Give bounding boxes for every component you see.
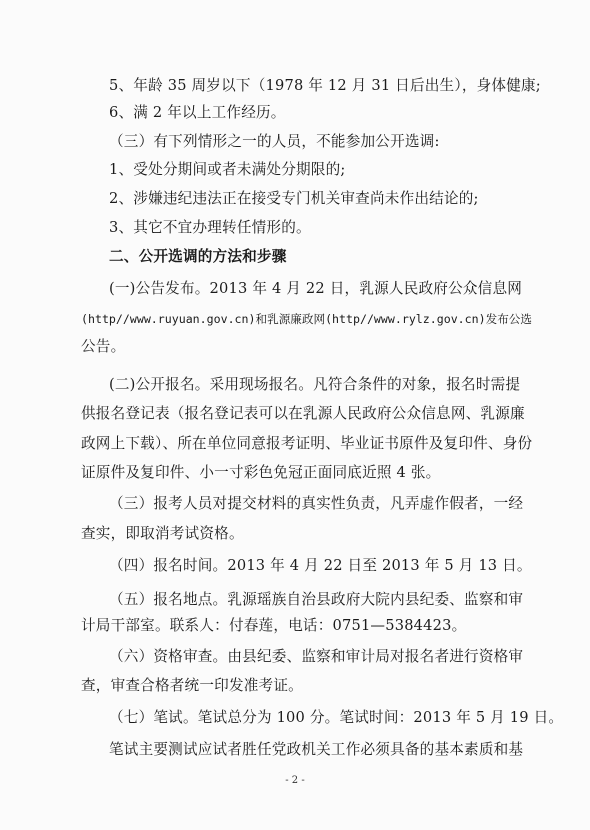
step-3-line-2: 查实，即取消考试资格。 xyxy=(81,525,244,542)
criteria-item-6: 6、满 2 年以上工作经历。 xyxy=(109,104,286,121)
page-number: - 2 - xyxy=(285,775,305,786)
step-4-line-1: （四）报名时间。2013 年 4 月 22 日至 2013 年 5 月 13 日。 xyxy=(109,557,532,574)
step-5-line-2: 计局干部室。联系人：付春莲，电话：0751—5384423。 xyxy=(81,617,467,634)
section-heading-methods: 二、公开选调的方法和步骤 xyxy=(109,248,287,265)
step-3-line-1: （三）报考人员对提交材料的真实性负责，凡弄虚作假者，一经 xyxy=(109,495,524,512)
step-7-line-2: 笔试主要测试应试者胜任党政机关工作必须具备的基本素质和基 xyxy=(109,741,524,758)
step-1-line-2: (http//www.ruyuan.gov.cn)和乳源廉政网(http//www.rylz.gov.cn)发布公选 xyxy=(81,312,532,326)
step-5-line-1: （五）报名地点。乳源瑶族自治县政府大院内县纪委、监察和审 xyxy=(109,591,524,608)
step-2-line-1: (二)公开报名。采用现场报名。凡符合条件的对象，报名时需提 xyxy=(109,376,521,393)
exclusion-item-1: 1、受处分期间或者未满处分期限的; xyxy=(109,161,346,178)
step-2-line-2: 供报名登记表（报名登记表可以在乳源人民政府公众信息网、乳源廉 xyxy=(81,405,525,422)
step-1-line-3: 公告。 xyxy=(81,338,126,355)
exclusion-item-3: 3、其它不宜办理转任情形的。 xyxy=(109,219,311,236)
step-7-line-1: （七）笔试。笔试总分为 100 分。笔试时间：2013 年 5 月 19 日。 xyxy=(109,709,564,726)
step-6-line-1: （六）资格审查。由县纪委、监察和审计局对报名者进行资格审 xyxy=(109,648,524,665)
step-6-line-2: 查，审查合格者统一印发准考证。 xyxy=(81,677,303,694)
step-1-line-1: (一)公告发布。2013 年 4 月 22 日，乳源人民政府公众信息网 xyxy=(109,280,523,297)
exclusion-item-2: 2、涉嫌违纪违法正在接受专门机关审查尚未作出结论的; xyxy=(109,190,479,207)
step-2-line-3: 政网上下载）、所在单位同意报考证明、毕业证书原件及复印件、身份 xyxy=(81,435,533,452)
step-2-line-4: 证原件及复印件、小一寸彩色免冠正面同底近照 4 张。 xyxy=(81,464,441,481)
criteria-item-5: 5、年龄 35 周岁以下（1978 年 12 月 31 日后出生），身体健康; xyxy=(109,77,541,94)
exclusion-heading: （三）有下列情形之一的人员，不能参加公开选调: xyxy=(109,133,440,150)
